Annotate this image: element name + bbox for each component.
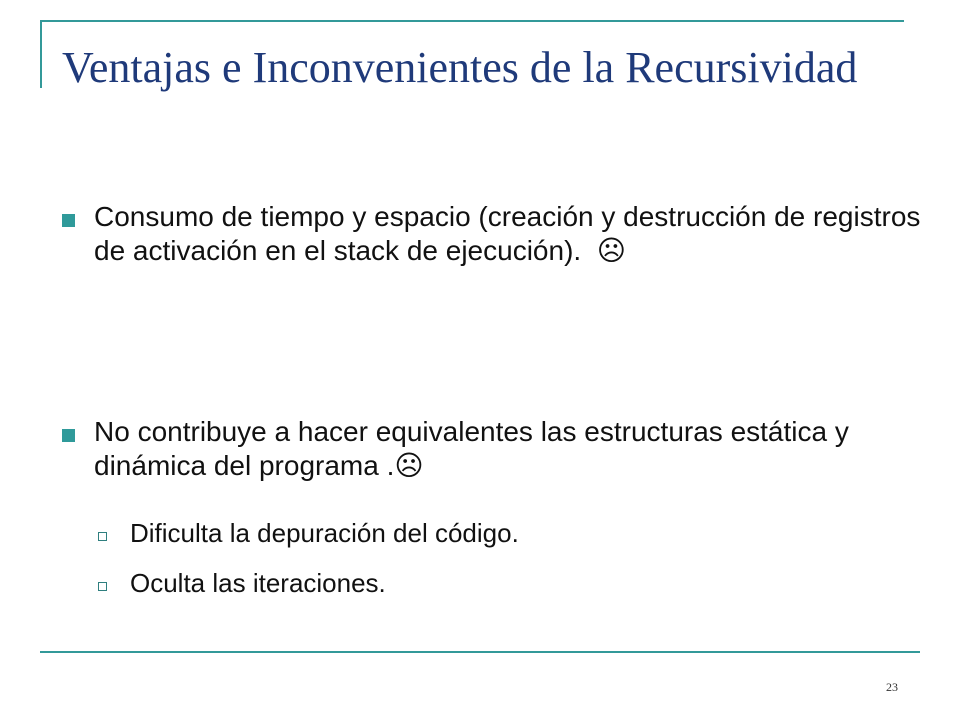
bullet-item-2-content	[94, 415, 922, 483]
frame-top-line	[40, 20, 904, 22]
hollow-square-bullet-icon	[98, 532, 107, 541]
frown-face-icon: ☹	[394, 449, 424, 482]
sub-bullet-item-2	[98, 567, 918, 599]
bullet-item-1	[62, 200, 922, 268]
frame-left-line	[40, 20, 42, 88]
page-number: 23	[886, 680, 898, 694]
square-bullet-icon	[62, 214, 75, 227]
square-bullet-icon	[62, 429, 75, 442]
sub-bullet-item-1	[98, 517, 918, 549]
bullet-item-2	[62, 415, 922, 483]
frown-face-icon: ☹	[596, 234, 626, 267]
bullet-item-1-text: Consumo de tiempo y espacio (creación y destrucción de registros de activación en el stack de ejecución).	[94, 201, 921, 266]
sub-bullet-item-2-text: Oculta las iteraciones.	[130, 568, 386, 598]
bullet-item-2-text: No contribuye a hacer equivalentes las estructuras estática y dinámica del programa .	[94, 416, 849, 481]
frame-bottom-line	[40, 651, 920, 653]
sub-bullet-item-1-text: Dificulta la depuración del código.	[130, 518, 519, 548]
hollow-square-bullet-icon	[98, 582, 107, 591]
slide-title: Ventajas e Inconvenientes de la Recursividad	[62, 43, 858, 92]
bullet-item-1-content	[94, 200, 922, 268]
